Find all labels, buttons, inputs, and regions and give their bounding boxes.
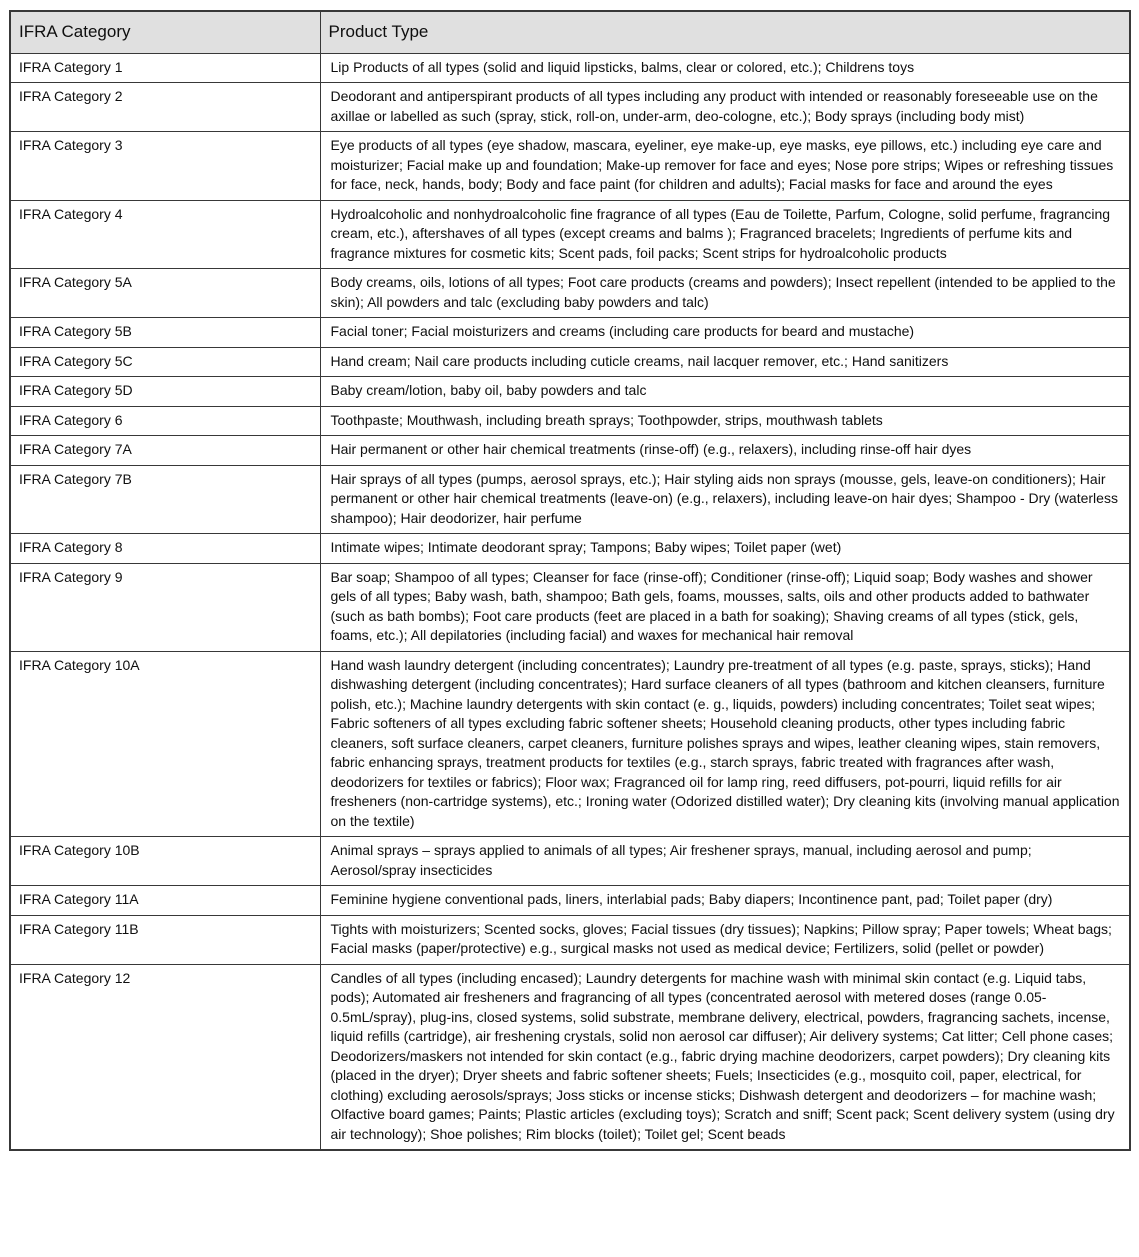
ifra-category-cell: IFRA Category 12 [10,964,320,1150]
ifra-category-cell: IFRA Category 11B [10,915,320,964]
ifra-category-cell: IFRA Category 5B [10,318,320,348]
table-row [10,347,1130,377]
product-type-cell: Intimate wipes; Intimate deodorant spray; Tampons; Baby wipes; Toilet paper (wet) [320,534,1130,564]
table-row [10,837,1130,886]
table-body [10,53,1130,1150]
table-row [10,53,1130,83]
ifra-category-cell: IFRA Category 5A [10,269,320,318]
ifra-category-table [9,10,1131,1151]
ifra-category-cell: IFRA Category 10A [10,651,320,837]
ifra-category-cell: IFRA Category 6 [10,406,320,436]
table-row [10,83,1130,132]
table-row [10,436,1130,466]
table-row [10,534,1130,564]
table-row [10,377,1130,407]
table-row [10,651,1130,837]
product-type-cell: Animal sprays – sprays applied to animals of all types; Air freshener sprays, manual, including aerosol and pump; Aerosol/spray insecticides [320,837,1130,886]
table-row [10,964,1130,1150]
table-row [10,465,1130,534]
product-type-cell: Feminine hygiene conventional pads, liners, interlabial pads; Baby diapers; Incontinence pant, pad; Toilet paper (dry) [320,886,1130,916]
ifra-category-cell: IFRA Category 7A [10,436,320,466]
ifra-category-cell: IFRA Category 8 [10,534,320,564]
ifra-category-cell: IFRA Category 9 [10,563,320,651]
ifra-category-cell: IFRA Category 2 [10,83,320,132]
table-row [10,318,1130,348]
table-row [10,132,1130,201]
ifra-category-cell: IFRA Category 5C [10,347,320,377]
ifra-category-cell: IFRA Category 7B [10,465,320,534]
ifra-category-cell: IFRA Category 10B [10,837,320,886]
product-type-cell: Deodorant and antiperspirant products of all types including any product with intended or reasonably foreseeable use on the axillae or labelled as such (spray, stick, roll-on, under-arm, deo-cologne, etc.); Body sprays (including body mist) [320,83,1130,132]
product-type-cell: Hydroalcoholic and nonhydroalcoholic fine fragrance of all types (Eau de Toilette, Parfum, Cologne, solid perfume, fragrancing cream, etc.), aftershaves of all types (except creams and balms ); Fragranced bracelets; Ingredients of perfume kits and fragrance mixtures for cosmetic kits; Scent pads, foil packs; Scent strips for hydroalcoholic products [320,200,1130,269]
table-row [10,886,1130,916]
product-type-cell: Lip Products of all types (solid and liquid lipsticks, balms, clear or colored, etc.); Childrens toys [320,53,1130,83]
ifra-category-cell: IFRA Category 4 [10,200,320,269]
table-header-row [10,11,1130,53]
product-type-cell: Hair sprays of all types (pumps, aerosol sprays, etc.); Hair styling aids non sprays (mousse, gels, leave-on conditioners); Hair permanent or other hair chemical treatments (leave-on) (e.g., relaxers), including leave-on hair dyes; Shampoo - Dry (waterless shampoo); Hair deodorizer, hair perfume [320,465,1130,534]
product-type-cell: Hand wash laundry detergent (including concentrates); Laundry pre-treatment of all types (e.g. paste, sprays, sticks); Hand dishwashing detergent (including concentrates); Hard surface cleaners of all types (bathroom and kitchen cleansers, furniture polish, etc.); Machine laundry detergents with skin contact (e. g., liquids, powders) including concentrates; Toilet seat wipes; Fabric softeners of all types excluding fabric softener sheets; Household cleaning products, other types including fabric cleaners, soft surface cleaners, carpet cleaners, furniture polishes sprays and wipes, leather cleaning wipes, stain removers, fabric enhancing sprays, treatment products for textiles (e.g., starch sprays, fabric treated with fragrances after wash, deodorizers for textiles or fabrics); Floor wax; Fragranced oil for lamp ring, reed diffusers, pot-pourri, liquid refills for air fresheners (non-cartridge systems), etc.; Ironing water (Odorized distilled water); Dry cleaning kits (involving manual application on the textile) [320,651,1130,837]
product-type-cell: Facial toner; Facial moisturizers and creams (including care products for beard and mustache) [320,318,1130,348]
table-row [10,200,1130,269]
table-row [10,563,1130,651]
table-row [10,406,1130,436]
product-type-cell: Bar soap; Shampoo of all types; Cleanser for face (rinse-off); Conditioner (rinse-off); Liquid soap; Body washes and shower gels of all types; Baby wash, bath, shampoo; Bath gels, foams, mousses, salts, oils and other products added to bathwater (such as bath bombs); Foot care products (feet are placed in a bath for soaking); Shaving creams of all types (stick, gels, foams, etc.); All depilatories (including facial) and waxes for mechanical hair removal [320,563,1130,651]
product-type-cell: Toothpaste; Mouthwash, including breath sprays; Toothpowder, strips, mouthwash tablets [320,406,1130,436]
table-row [10,915,1130,964]
column-header-product-type: Product Type [320,11,1130,53]
ifra-category-cell: IFRA Category 5D [10,377,320,407]
ifra-category-cell: IFRA Category 1 [10,53,320,83]
product-type-cell: Body creams, oils, lotions of all types; Foot care products (creams and powders); Insect repellent (intended to be applied to the skin); All powders and talc (excluding baby powders and talc) [320,269,1130,318]
product-type-cell: Candles of all types (including encased); Laundry detergents for machine wash with minimal skin contact (e.g. Liquid tabs, pods); Automated air fresheners and fragrancing of all types (concentrated aerosol with metered doses (range 0.05-0.5mL/spray), plug-ins, closed systems, solid substrate, membrane delivery, electrical, powders, fragrancing sachets, incense, liquid refills (cartridge), air freshening crystals, solid non aerosol car diffuser); Air delivery systems; Cat litter; Cell phone cases; Deodorizers/maskers not intended for skin contact (e.g., fabric drying machine deodorizers, carpet powders); Dry cleaning kits (placed in the dryer); Dryer sheets and fabric softener sheets; Fuels; Insecticides (e.g., mosquito coil, paper, electrical, for clothing) excluding aerosols/sprays; Joss sticks or incense sticks; Dishwash detergent and deodorizers – for machine wash; Olfactive board games; Paints; Plastic articles (excluding toys); Scratch and sniff; Scent pack; Scent delivery system (using dry air technology); Shoe polishes; Rim blocks (toilet); Toilet gel; Scent beads [320,964,1130,1150]
ifra-category-cell: IFRA Category 3 [10,132,320,201]
product-type-cell: Eye products of all types (eye shadow, mascara, eyeliner, eye make-up, eye masks, eye pillows, etc.) including eye care and moisturizer; Facial make up and foundation; Make-up remover for face and eyes; Nose pore strips; Wipes or refreshing tissues for face, neck, hands, body; Body and face paint (for children and adults); Facial masks for face and around the eyes [320,132,1130,201]
ifra-category-cell: IFRA Category 11A [10,886,320,916]
column-header-ifra-category: IFRA Category [10,11,320,53]
product-type-cell: Baby cream/lotion, baby oil, baby powders and talc [320,377,1130,407]
product-type-cell: Hair permanent or other hair chemical treatments (rinse-off) (e.g., relaxers), including rinse-off hair dyes [320,436,1130,466]
product-type-cell: Tights with moisturizers; Scented socks, gloves; Facial tissues (dry tissues); Napkins; Pillow spray; Paper towels; Wheat bags; Facial masks (paper/protective) e.g., surgical masks not used as medical device; Fertilizers, solid (pellet or powder) [320,915,1130,964]
table-row [10,269,1130,318]
product-type-cell: Hand cream; Nail care products including cuticle creams, nail lacquer remover, etc.; Hand sanitizers [320,347,1130,377]
